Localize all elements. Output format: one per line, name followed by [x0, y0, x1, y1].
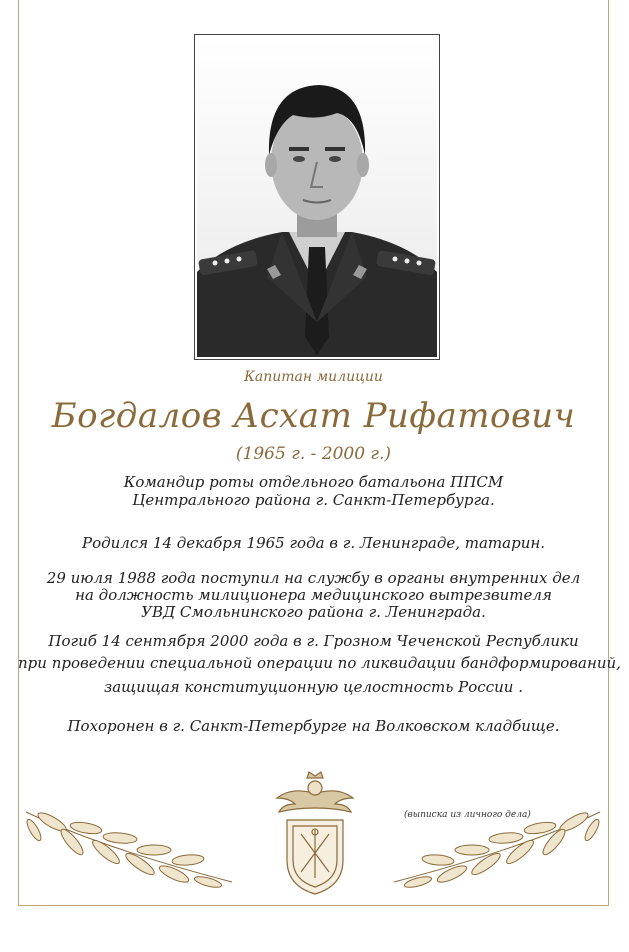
- laurel-branch-left-icon: [22, 808, 234, 890]
- life-years: (1965 г. - 2000 г.): [235, 444, 392, 464]
- birth-info: Родился 14 декабря 1965 года в г. Ленинграде, татарин.: [81, 534, 546, 552]
- portrait-photo: [194, 34, 440, 360]
- position-line-2: Центрального района г. Санкт-Петербурга.: [132, 491, 495, 509]
- police-emblem-icon: [273, 768, 357, 898]
- personal-file-note: (выписка из личного дела): [404, 810, 531, 820]
- rank-title: Капитан милиции: [244, 369, 383, 385]
- burial-info: Похоронен в г. Санкт-Петербурге на Волковском кладбище.: [67, 717, 560, 735]
- service-line-3: УВД Смольнинского района г. Ленинграда.: [141, 603, 486, 621]
- position-line-1: Командир роты отдельного батальона ППСМ: [123, 473, 504, 491]
- service-line-1: 29 июля 1988 года поступил на службу в органы внутренних дел: [46, 569, 581, 587]
- service-line-2: на должность милиционера медицинского вытрезвителя: [75, 586, 552, 604]
- death-line-3: защищая конституционную целостность России .: [104, 678, 523, 696]
- death-line-2: при проведении специальной операции по ликвидации бандформирований,: [18, 654, 621, 672]
- laurel-branch-right-icon: [392, 808, 604, 890]
- death-line-1: Погиб 14 сентября 2000 года в г. Грозном Чеченской Республики: [48, 632, 579, 650]
- person-name: Богдалов Асхат Рифатович: [51, 396, 576, 436]
- portrait-image: [197, 37, 437, 357]
